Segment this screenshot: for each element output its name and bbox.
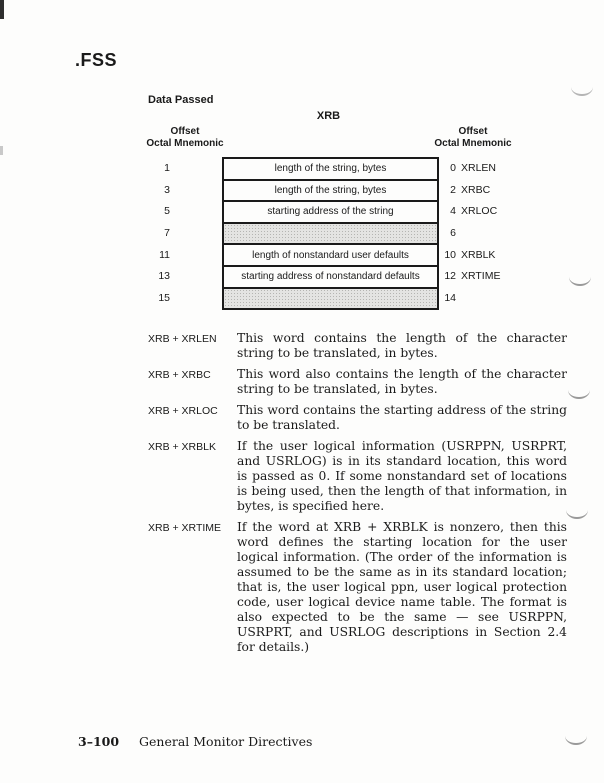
right-offset-row bbox=[441, 179, 500, 201]
right-offset: 6 bbox=[450, 226, 456, 239]
left-header-octal-mnemonic: Octal Mnemonic bbox=[146, 138, 224, 149]
right-offset-row bbox=[441, 265, 500, 287]
definition-xrbc bbox=[148, 367, 567, 397]
left-offset: 13 bbox=[158, 270, 170, 283]
definition-text: If the word at XRB + XRBLK is nonzero, then this word defines the starting location for the user logical information. (The order of the information is assumed to be the same as in its standard location; that is, the user logical ppn, user logical protection code, user logical device name table. The format is also expected to be the same — see USRPPN, USRPRT, and USRLOG descriptions in Section 2.4 for details.) bbox=[237, 520, 567, 654]
scan-corner-artifact bbox=[0, 0, 4, 19]
left-header-offset: Offset bbox=[170, 126, 200, 137]
mnemonic: XRLOC bbox=[461, 205, 498, 218]
right-offset-row bbox=[441, 200, 500, 222]
register-cell: starting address of the string bbox=[224, 202, 437, 224]
right-octal-offsets-and-mnemonics bbox=[441, 157, 500, 309]
left-offset: 1 bbox=[164, 161, 170, 174]
definition-xrblk bbox=[148, 439, 567, 514]
right-offset: 2 bbox=[450, 183, 456, 196]
left-offset: 11 bbox=[159, 248, 170, 261]
right-offset-column-header bbox=[418, 126, 528, 150]
right-offset-row bbox=[441, 244, 500, 266]
definition-text: This word contains the length of the character string to be translated, in bytes. bbox=[237, 331, 567, 360]
right-offset: 4 bbox=[450, 205, 456, 218]
page-number: 3–100 bbox=[78, 734, 120, 749]
scan-artifact bbox=[571, 87, 593, 96]
right-header-offset: Offset bbox=[458, 126, 488, 137]
register-cell: length of the string, bytes bbox=[224, 181, 437, 203]
register-cell: starting address of nonstandard defaults bbox=[224, 267, 437, 289]
left-offset: 5 bbox=[164, 205, 170, 218]
definition-label: XRB + XRTIME bbox=[148, 522, 222, 534]
mnemonic: XRTIME bbox=[461, 270, 501, 283]
definition-xrloc bbox=[148, 403, 567, 433]
definition-xrlen bbox=[148, 331, 567, 361]
scan-artifact bbox=[565, 736, 587, 745]
definition-xrtime bbox=[148, 520, 567, 655]
left-offset: 7 bbox=[164, 226, 170, 239]
right-offset: 0 bbox=[450, 161, 456, 174]
definition-text: This word also contains the length of the character string to be translated, in bytes. bbox=[237, 367, 567, 396]
footer-chapter-title: General Monitor Directives bbox=[139, 734, 313, 749]
register-cell-unused bbox=[224, 289, 437, 309]
mnemonic: XRBC bbox=[461, 183, 491, 196]
left-offset-column-header bbox=[130, 126, 240, 150]
xrb-register-box bbox=[222, 157, 439, 310]
scan-artifact bbox=[568, 390, 590, 399]
left-octal-offsets bbox=[128, 157, 170, 309]
definition-text: If the user logical information (USRPPN, USRPRT, and USRLOG) is in its standard location, this word is passed as 0. If some nonstandard set of locations is being used, then the length of that information, in bytes, is specified here. bbox=[237, 439, 567, 513]
right-offset: 12 bbox=[444, 270, 456, 283]
definition-label: XRB + XRLEN bbox=[148, 333, 217, 345]
mnemonic: XRLEN bbox=[461, 161, 497, 174]
right-offset: 10 bbox=[444, 248, 456, 261]
register-name-label: XRB bbox=[316, 110, 341, 122]
field-descriptions bbox=[148, 331, 567, 661]
diagram-caption: Data Passed bbox=[148, 94, 214, 106]
right-offset-row bbox=[441, 157, 500, 179]
definition-label: XRB + XRLOC bbox=[148, 405, 218, 417]
right-offset-row bbox=[441, 287, 500, 309]
mnemonic: XRBLK bbox=[461, 248, 496, 261]
register-cell: length of the string, bytes bbox=[224, 159, 437, 181]
page-footer bbox=[78, 734, 312, 749]
right-offset-row bbox=[441, 222, 500, 244]
register-cell: length of nonstandard user defaults bbox=[224, 245, 437, 267]
left-offset: 15 bbox=[158, 291, 170, 304]
directive-title: .FSS bbox=[75, 50, 118, 70]
scan-artifact bbox=[566, 510, 588, 519]
register-cell-unused bbox=[224, 224, 437, 246]
definition-text: This word contains the starting address of the string to be translated. bbox=[237, 403, 567, 432]
right-header-octal-mnemonic: Octal Mnemonic bbox=[434, 138, 512, 149]
definition-label: XRB + XRBC bbox=[148, 369, 211, 381]
right-offset: 14 bbox=[444, 291, 456, 304]
left-offset: 3 bbox=[164, 183, 170, 196]
definition-label: XRB + XRBLK bbox=[148, 441, 216, 453]
scan-artifact bbox=[569, 277, 591, 286]
scan-edge-smudge bbox=[0, 146, 3, 155]
